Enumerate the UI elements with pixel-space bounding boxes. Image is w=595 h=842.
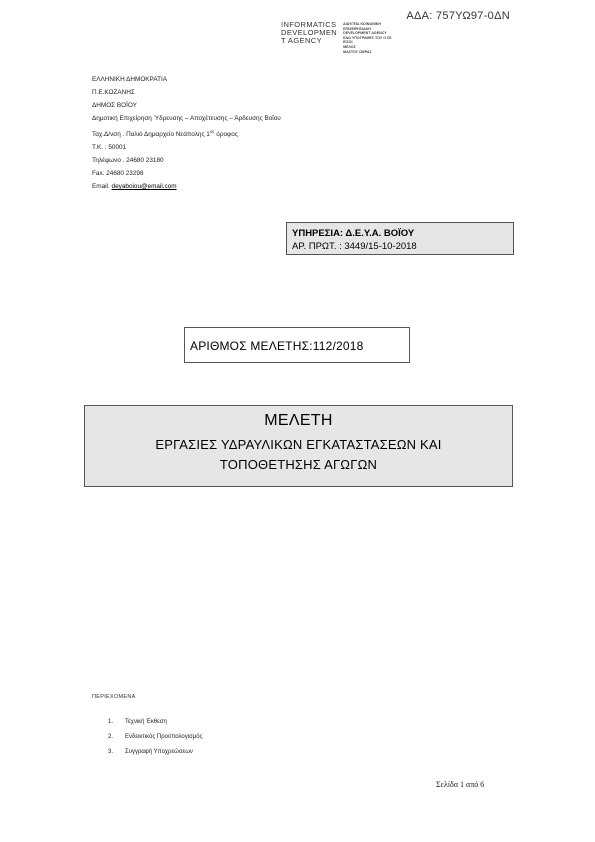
letterhead-phone: Τηλέφωνο . 24680 23180 (92, 157, 164, 165)
letterhead-email-row (92, 180, 281, 193)
study-number: ΑΡΙΘΜΟΣ ΜΕΛΕΤΗΣ:112/2018 (184, 327, 410, 363)
toc-label: Συγγραφή Υποχρεώσεων (125, 749, 193, 755)
toc-item (108, 715, 202, 730)
address-text: Ταχ.Δ/νση . Παλιό Δημαρχείο Νεάπολης 1 (92, 131, 210, 139)
logo-line: ΜΕΛΟΣ (343, 44, 356, 49)
service-name: ΥΠΗΡΕΣΙΑ: Δ.Ε.Υ.Α. ΒΟΪΟΥ (292, 228, 415, 239)
subtitle-line: ΕΡΓΑΣΙΕΣ ΥΔΡΑΥΛΙΚΩΝ ΕΓΚΑΤΑΣΤΑΣΕΩΝ ΚΑΙ (155, 437, 442, 452)
ada-code: ΑΔΑ: 757ΥΩ97-0ΔΝ (406, 10, 510, 22)
document-title: ΜΕΛΕΤΗ (264, 412, 333, 429)
email-link[interactable]: deyaboiou@email.com (111, 183, 177, 191)
toc-number: 3. (108, 749, 114, 755)
diavgeia-logo (281, 21, 392, 54)
toc-label: Τεχνική Έκθεση (125, 719, 167, 725)
logo-right-text (343, 21, 391, 54)
title-box (84, 405, 513, 487)
letterhead-fax: Fax. 24680 23298 (92, 170, 144, 178)
subtitle-line: ΤΟΠΟΘΕΤΗΣΗΣ ΑΓΩΓΩΝ (219, 457, 378, 472)
logo-line: ΔΙΑΥΓΕΙΑ ΚΟΙΝΩΝΙΚΗ (343, 22, 381, 26)
logo-line: T AGENCY (281, 36, 322, 45)
letterhead (92, 73, 281, 193)
table-of-contents (108, 715, 202, 760)
letterhead-address (92, 125, 281, 141)
logo-line: INFORMATICS (281, 20, 337, 29)
toc-number: 2. (108, 734, 114, 740)
protocol-number: ΑΡ. ΠΡΩΤ. : 3449/15-10-2018 (292, 241, 417, 252)
letterhead-postcode: Τ.Κ. . 50001 (92, 144, 127, 152)
address-sup: ος (209, 129, 215, 134)
logo-left-text (281, 21, 337, 54)
toc-item (108, 745, 202, 760)
logo-line: DEVELOPMEN (281, 28, 338, 37)
logo-line: ΕΔΩ ΥΠΟΓΡΑΦΕΣ ΤΟΥ Ο ΣΕ (343, 35, 392, 40)
letterhead-municipality: ΔΗΜΟΣ ΒΟΪΟΥ (92, 102, 137, 109)
letterhead-organization: Δημοτική Επιχείρηση Ύδρευσης – Αποχέτευσης – Άρδευσης Βοΐου (92, 115, 281, 122)
email-label: Email. (92, 183, 112, 191)
service-box (286, 222, 514, 255)
letterhead-region: Π.Ε.ΚΟΖΑΝΗΣ (92, 89, 135, 96)
document-subtitle (85, 435, 512, 475)
page-footer: Σελίδα 1 από 6 (436, 780, 485, 789)
logo-line: ΕΠΙΧΕΙΡΗΣΙΑΚΗ (343, 26, 371, 31)
address-floor: όροφος (214, 131, 238, 139)
logo-line: ΕΙΣΟΙ (343, 40, 353, 45)
contents-heading: ΠΕΡΙΕΧΟΜΕΝΑ (92, 694, 136, 700)
logo-line: DEVELOPMENT AGENCY (343, 31, 387, 36)
toc-number: 1. (108, 719, 114, 725)
letterhead-country: ΕΛΛΗΝΙΚΗ ΔΗΜΟΚΡΑΤΙΑ (92, 76, 168, 83)
logo-line: ΜΑΣΤΟΥ ΩΘΡΑΣ (343, 49, 372, 54)
toc-label: Ενδεικτικός Προϋπολογισμός (125, 734, 203, 740)
toc-item (108, 730, 202, 745)
